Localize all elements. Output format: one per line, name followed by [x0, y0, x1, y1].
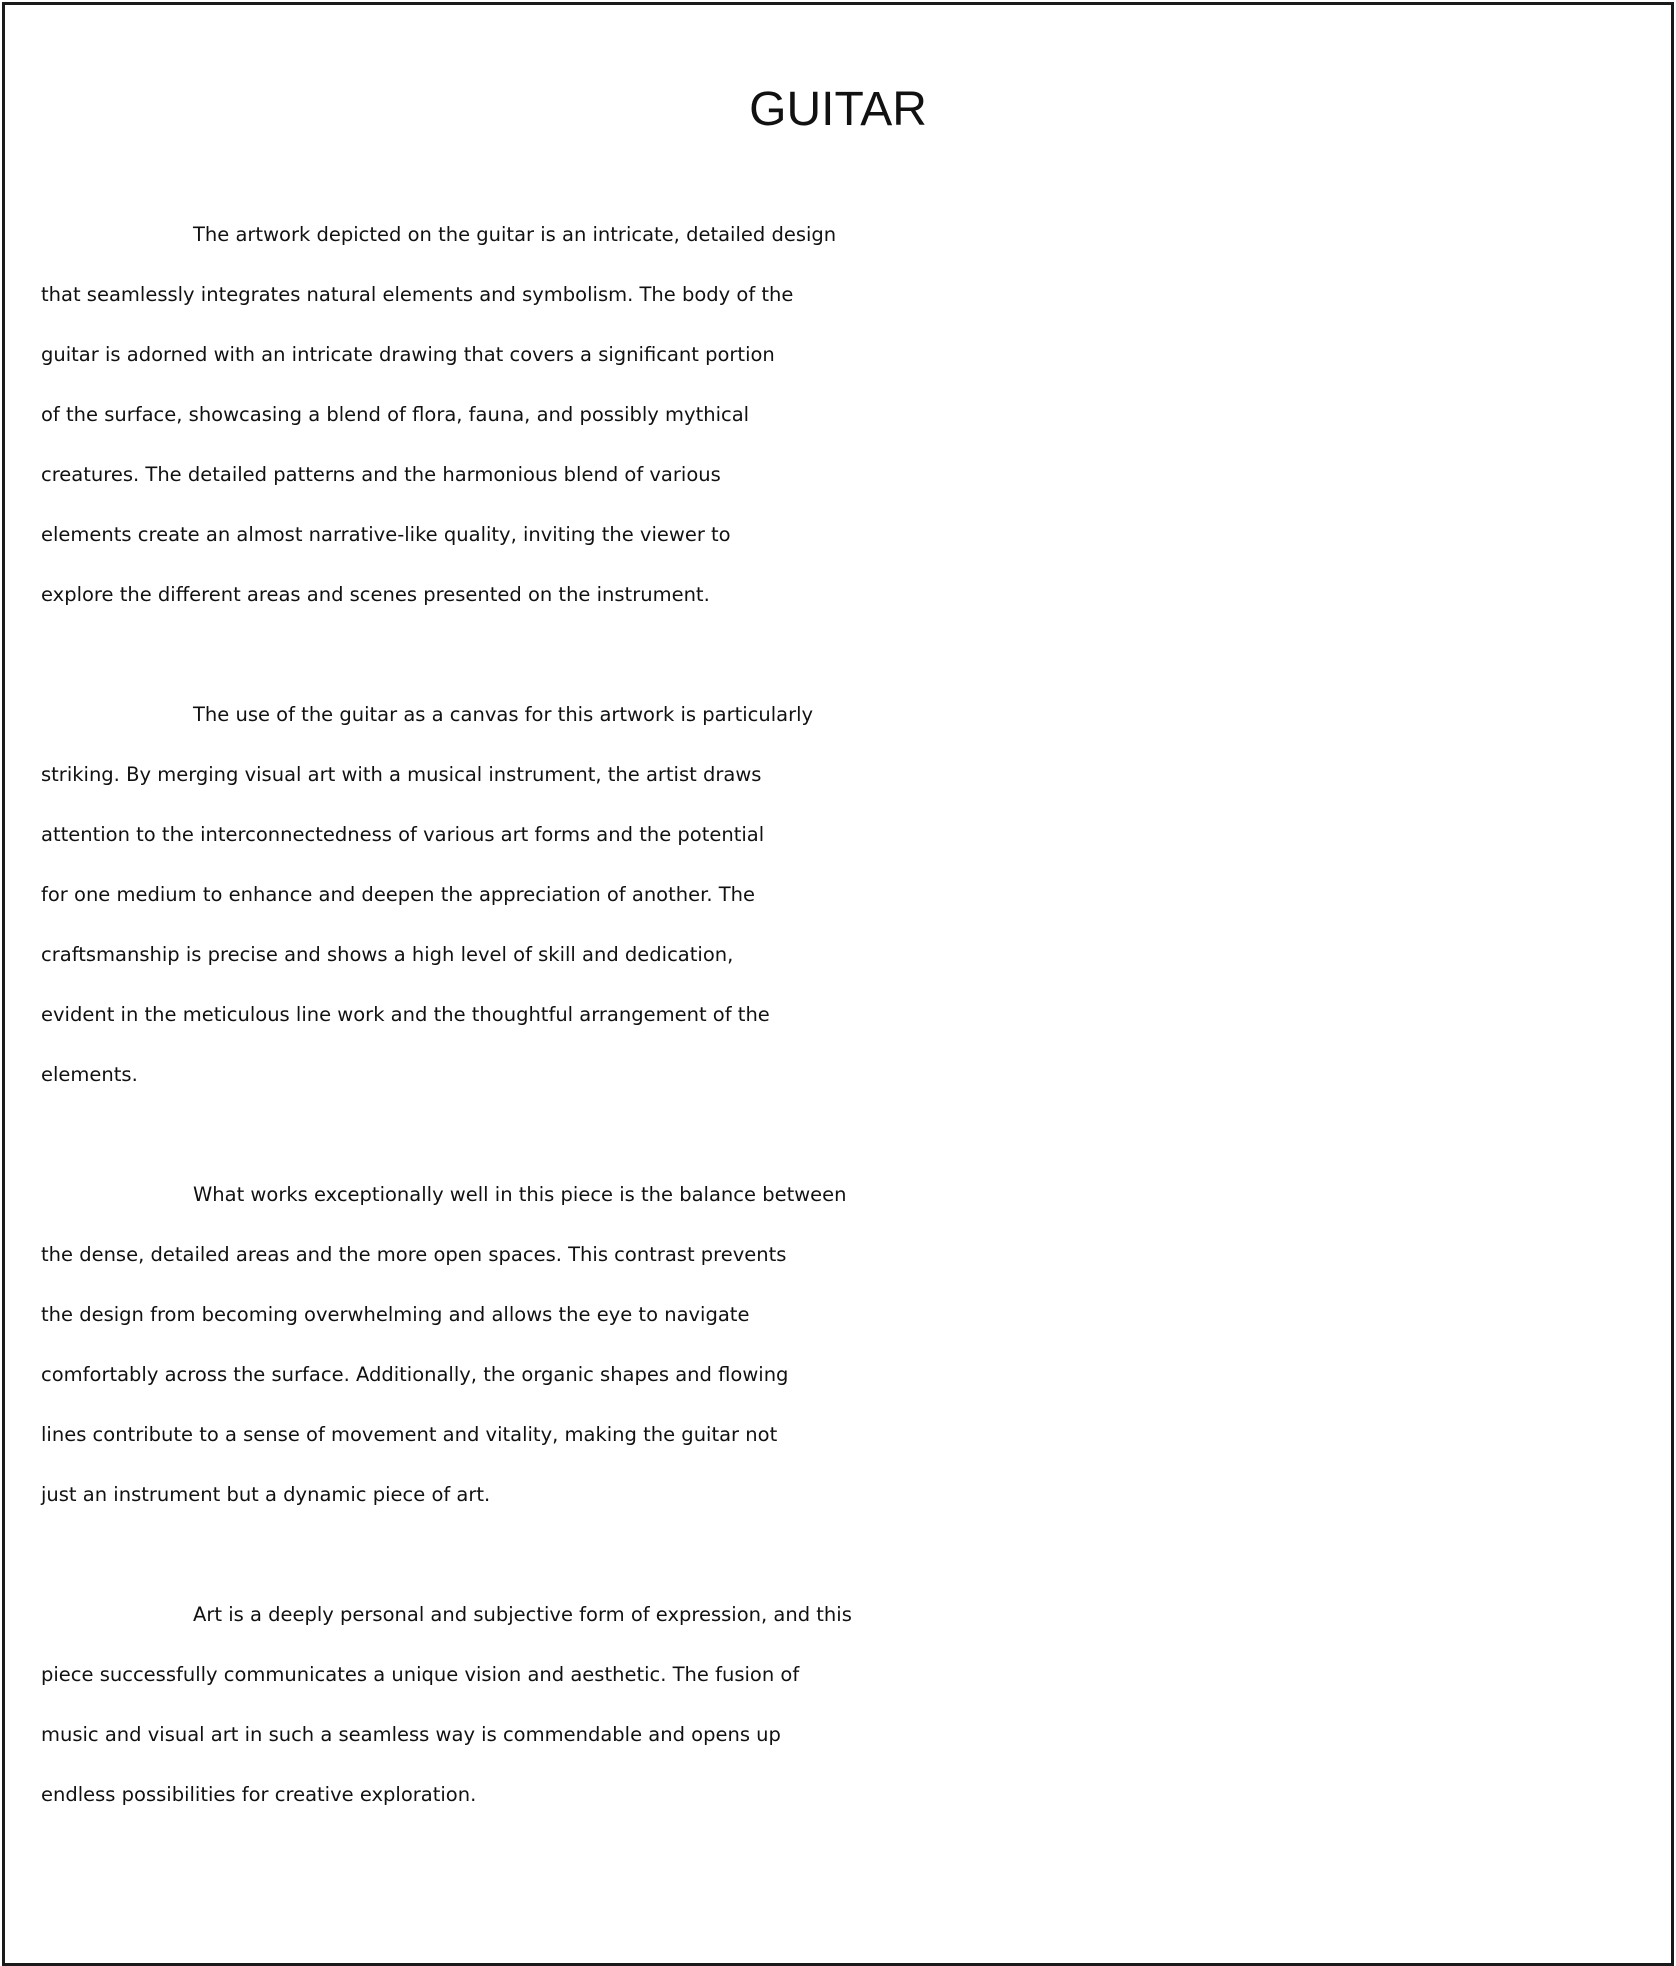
- paragraph-line: craftsmanship is precise and shows a high level of skill and dedication,: [41, 943, 734, 966]
- paragraph-line: attention to the interconnectedness of various art forms and the potential: [41, 823, 765, 846]
- paragraph-1: [41, 205, 1653, 625]
- document-body: [41, 205, 1653, 1885]
- paragraph-line: striking. By merging visual art with a musical instrument, the artist draws: [41, 763, 762, 786]
- paragraph-line: comfortably across the surface. Additionally, the organic shapes and flowing: [41, 1363, 789, 1386]
- paragraph-line: explore the different areas and scenes presented on the instrument.: [41, 583, 710, 606]
- paragraph-line: of the surface, showcasing a blend of flora, fauna, and possibly mythical: [41, 403, 750, 426]
- paragraph-3: [41, 1165, 1653, 1525]
- paragraph-line: piece successfully communicates a unique vision and aesthetic. The fusion of: [41, 1663, 800, 1686]
- paragraph-line: music and visual art in such a seamless way is commendable and opens up: [41, 1723, 781, 1746]
- paragraph-line: The artwork depicted on the guitar is an intricate, detailed design: [193, 223, 837, 246]
- paragraph-line: The use of the guitar as a canvas for this artwork is particularly: [193, 703, 814, 726]
- paragraph-line: for one medium to enhance and deepen the appreciation of another. The: [41, 883, 755, 906]
- paragraph-line: that seamlessly integrates natural elements and symbolism. The body of the: [41, 283, 794, 306]
- paragraph-line: endless possibilities for creative exploration.: [41, 1783, 477, 1806]
- paragraph-line: What works exceptionally well in this piece is the balance between: [193, 1183, 847, 1206]
- paragraph-line: just an instrument but a dynamic piece of art.: [41, 1483, 491, 1506]
- paragraph-line: elements.: [41, 1063, 138, 1086]
- document-page: [2, 2, 1674, 1966]
- paragraph-2: [41, 685, 1653, 1105]
- paragraph-line: elements create an almost narrative-like quality, inviting the viewer to: [41, 523, 731, 546]
- paragraph-line: the design from becoming overwhelming and allows the eye to navigate: [41, 1303, 750, 1326]
- paragraph-line: the dense, detailed areas and the more open spaces. This contrast prevents: [41, 1243, 787, 1266]
- paragraph-line: lines contribute to a sense of movement and vitality, making the guitar not: [41, 1423, 778, 1446]
- paragraph-4: [41, 1585, 1653, 1825]
- document-title: GUITAR: [749, 83, 927, 136]
- paragraph-line: guitar is adorned with an intricate drawing that covers a significant portion: [41, 343, 775, 366]
- paragraph-line: evident in the meticulous line work and the thoughtful arrangement of the: [41, 1003, 770, 1026]
- paragraph-line: creatures. The detailed patterns and the harmonious blend of various: [41, 463, 721, 486]
- paragraph-line: Art is a deeply personal and subjective form of expression, and this: [193, 1603, 852, 1626]
